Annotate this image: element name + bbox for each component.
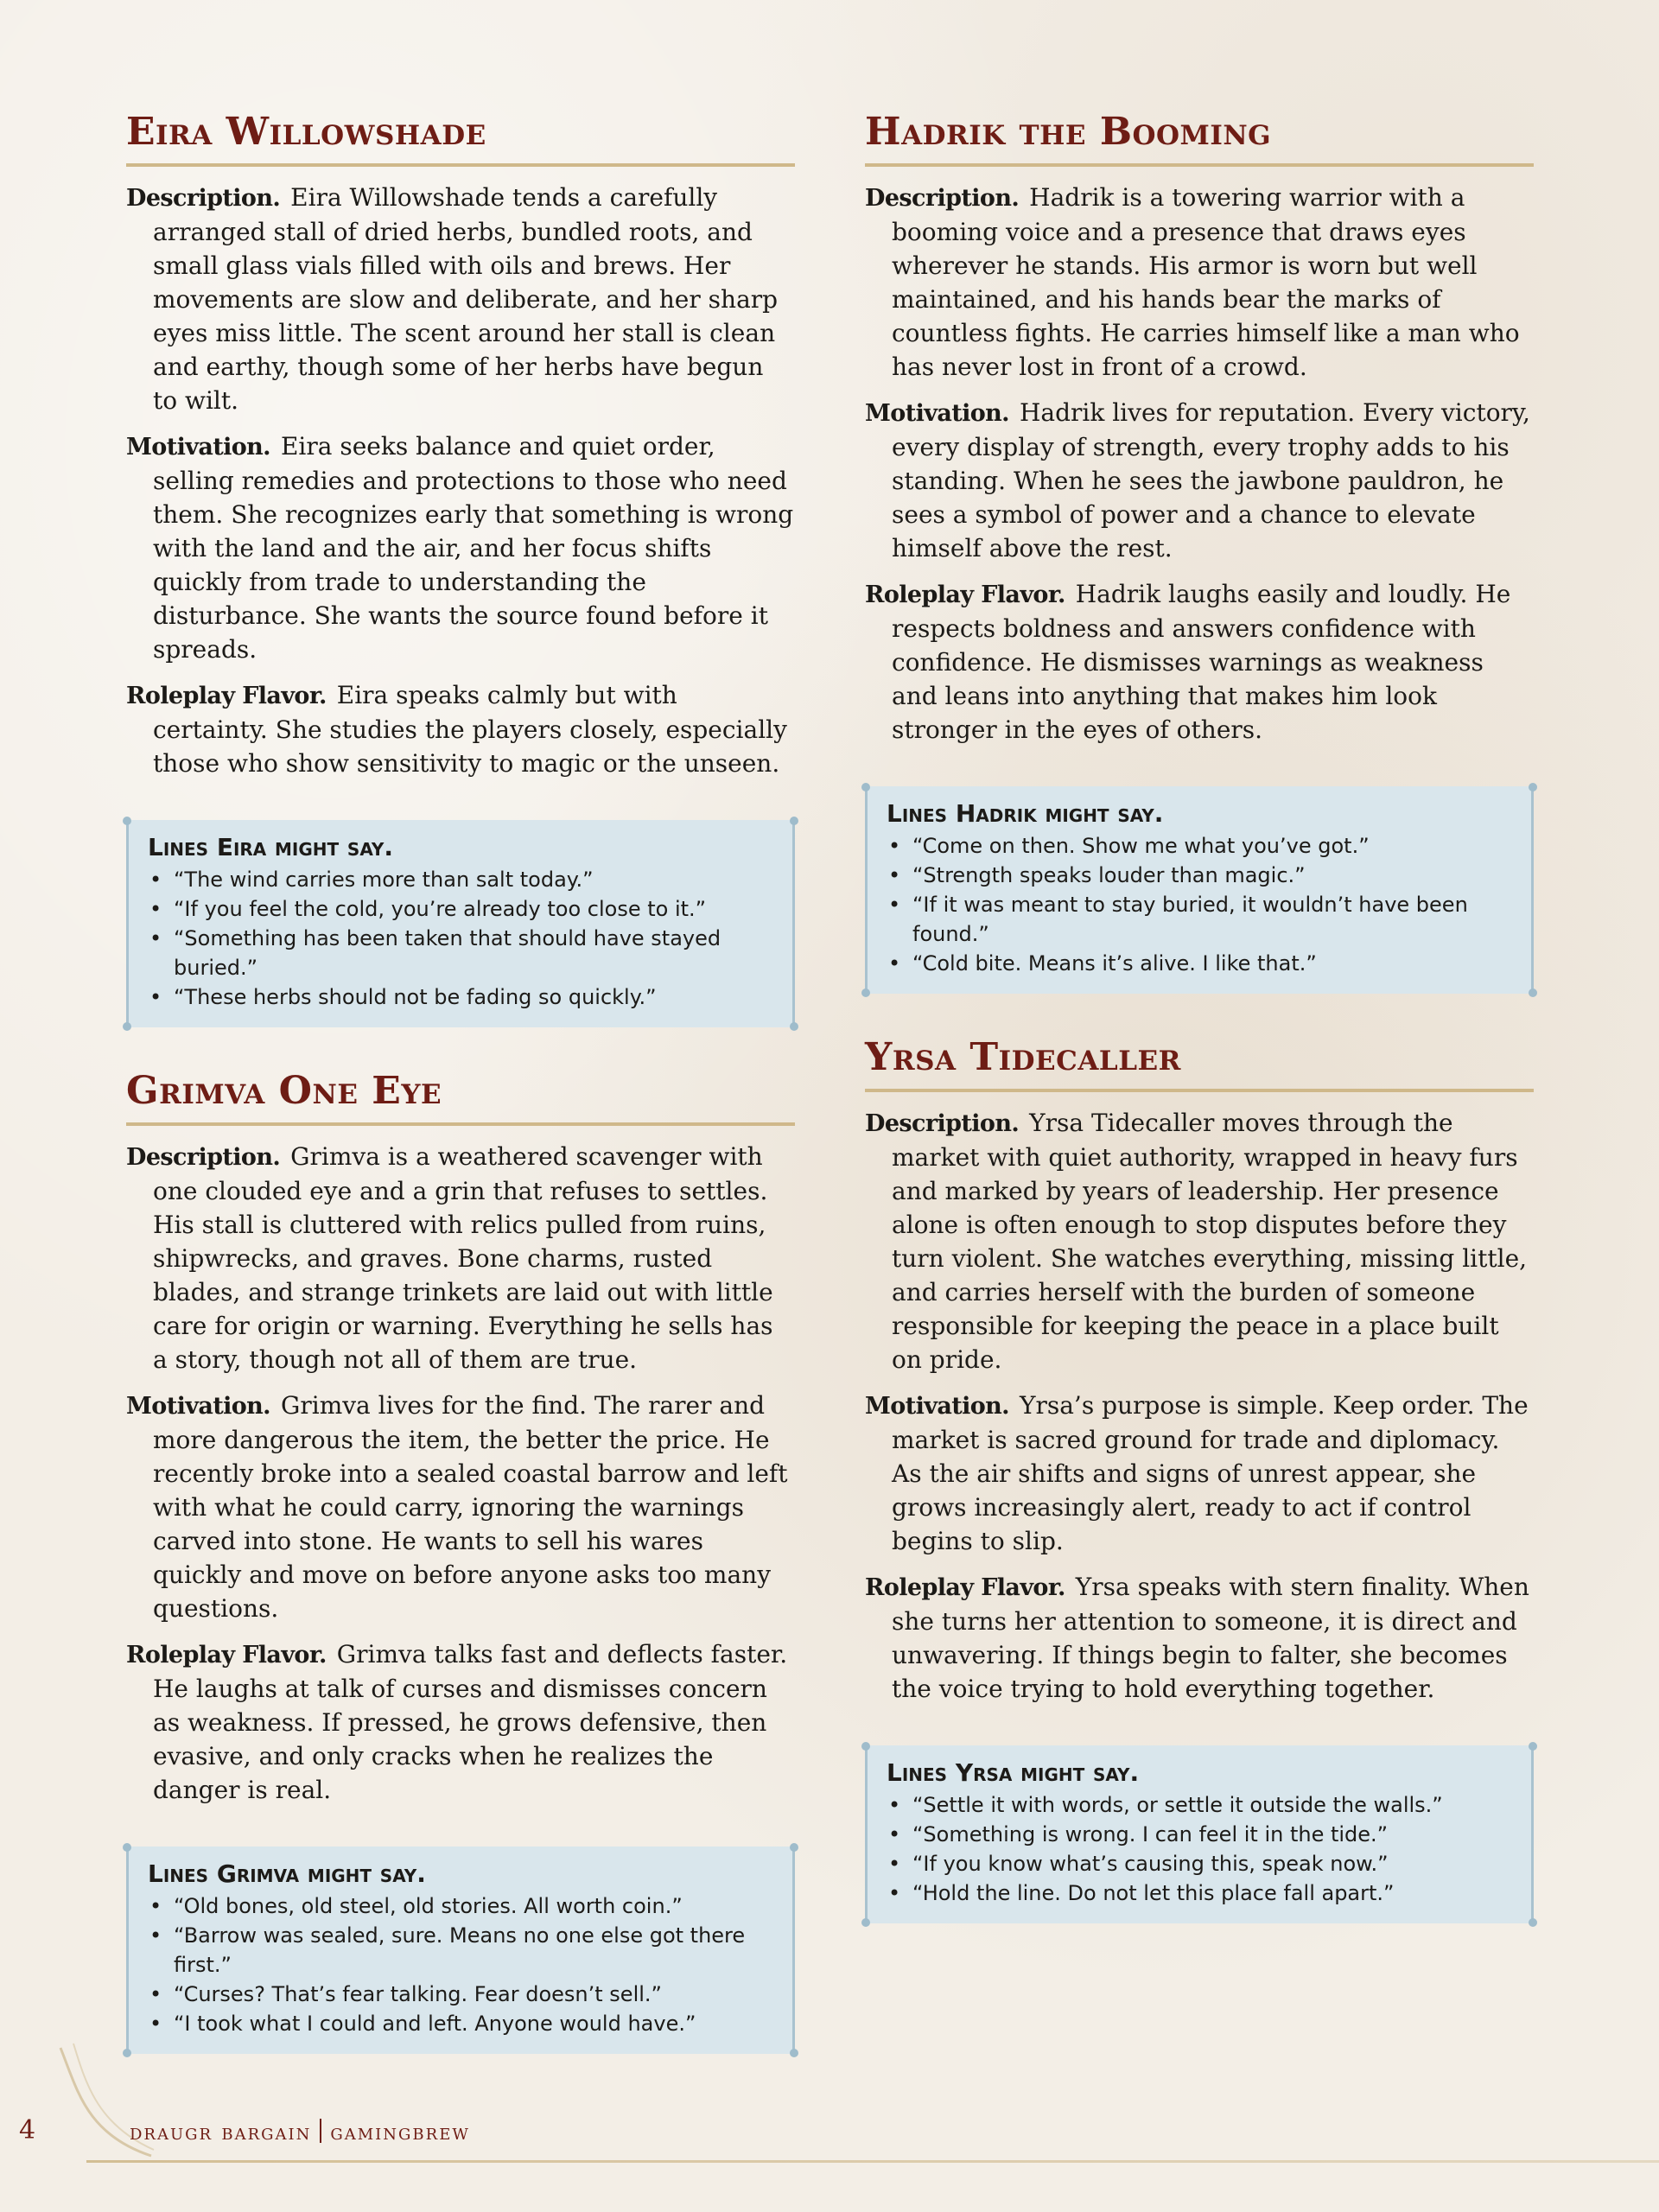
right-column — [865, 108, 1534, 1923]
roleplay-text: Hadrik laughs easily and loudly. He respects boldness and answers confidence with confidence. He dismisses warnings as weakness and leans into anything that makes him look stronger in the eyes of others. — [892, 580, 1511, 744]
motivation-label: Motivation. — [865, 400, 1009, 427]
page-number: 4 — [19, 2115, 36, 2145]
motivation-label: Motivation. — [126, 434, 270, 461]
npc-name: Eira Willowshade — [126, 108, 795, 167]
motivation-paragraph — [865, 1389, 1534, 1558]
footer-title — [130, 2119, 470, 2145]
description-text: Eira Willowshade tends a carefully arranged stall of dried herbs, bundled roots, and small glass vials filled with oils and brews. Her movements are slow and deliberate, and her sharp eyes miss little. The scent around her stall is clean and earthy, though some of her herbs have begun to wilt. — [153, 183, 779, 415]
line-item: • “If you feel the cold, you’re already too close to it.” — [148, 894, 773, 924]
roleplay-label: Roleplay Flavor. — [865, 1574, 1065, 1601]
roleplay-label: Roleplay Flavor. — [126, 683, 327, 709]
line-item: • “Curses? That’s fear talking. Fear doesn’t sell.” — [148, 1980, 773, 2009]
line-item: • “Strength speaks louder than magic.” — [887, 861, 1512, 890]
lines-title: Lines Yrsa might say. — [887, 1758, 1140, 1787]
description-text: Grimva is a weathered scavenger with one clouded eye and a grin that refuses to settles. His stall is cluttered with relics pulled from ruins, shipwrecks, and graves. Bone charms, rusted blades, and strange trinkets are laid out with little care for origin or warning. Everything he sells has a story, though not all of them are true. — [153, 1142, 773, 1374]
description-text: Yrsa Tidecaller moves through the market with quiet authority, wrapped in heavy furs and marked by years of leadership. Her presence alone is often enough to stop disputes before they turn violent. She watches everything, missing little, and carries herself with the burden of someone responsible for keeping the peace in a place built on pride. — [892, 1109, 1528, 1374]
npc-name: Grimva One Eye — [126, 1067, 795, 1126]
lines-list — [148, 1891, 773, 2038]
motivation-text: Hadrik lives for reputation. Every victory, every display of strength, every trophy adds to his standing. When he sees the jawbone pauldron, he sees a symbol of power and a chance to elevate himself above the rest. — [892, 398, 1530, 563]
lines-title: Lines Hadrik might say. — [887, 799, 1164, 828]
roleplay-paragraph — [865, 1570, 1534, 1706]
line-item: • “Something has been taken that should have stayed buried.” — [148, 924, 773, 982]
line-item: • “If you know what’s causing this, speak now.” — [887, 1849, 1512, 1878]
lines-box — [865, 1745, 1534, 1923]
left-column — [126, 108, 795, 2054]
description-label: Description. — [126, 185, 281, 212]
line-item: • “If it was meant to stay buried, it wouldn’t have been found.” — [887, 890, 1512, 949]
lines-list — [887, 1790, 1512, 1908]
motivation-paragraph — [865, 396, 1534, 565]
line-item: • “Something is wrong. I can feel it in the tide.” — [887, 1820, 1512, 1849]
roleplay-paragraph — [865, 577, 1534, 747]
npc-name: Hadrik the Booming — [865, 108, 1534, 167]
description-paragraph — [126, 181, 795, 417]
description-paragraph — [865, 1106, 1534, 1376]
lines-list — [148, 865, 773, 1012]
npc-grimva — [126, 1067, 795, 2054]
motivation-label: Motivation. — [126, 1393, 270, 1420]
motivation-label: Motivation. — [865, 1393, 1009, 1420]
description-paragraph — [865, 181, 1534, 384]
motivation-paragraph — [126, 429, 795, 666]
line-item: • “Settle it with words, or settle it outside the walls.” — [887, 1790, 1512, 1820]
line-item: • “Come on then. Show me what you’ve got.” — [887, 831, 1512, 861]
footer-doc-title: draugr bargain — [130, 2120, 312, 2145]
lines-box — [126, 1847, 795, 2054]
description-text: Hadrik is a towering warrior with a booming voice and a presence that draws eyes wherever he stands. His armor is worn but well maintained, and his hands bear the marks of countless fights. He carries himself like a man who has never lost in front of a crowd. — [892, 183, 1520, 381]
lines-box — [126, 820, 795, 1027]
roleplay-paragraph — [126, 678, 795, 780]
npc-name: Yrsa Tidecaller — [865, 1033, 1534, 1092]
footer-separator — [320, 2119, 321, 2143]
roleplay-paragraph — [126, 1637, 795, 1807]
line-item: • “Cold bite. Means it’s alive. I like that.” — [887, 949, 1512, 978]
roleplay-text: Eira speaks calmly but with certainty. She studies the players closely, especially those who show sensitivity to magic or the unseen. — [153, 681, 787, 778]
motivation-text: Yrsa’s purpose is simple. Keep order. The market is sacred ground for trade and diplomacy. As the air shifts and signs of unrest appear, she grows increasingly alert, ready to act if control begins to slip. — [892, 1391, 1529, 1555]
motivation-paragraph — [126, 1389, 795, 1625]
line-item: • “Barrow was sealed, sure. Means no one else got there first.” — [148, 1921, 773, 1980]
description-label: Description. — [126, 1144, 281, 1171]
roleplay-text: Yrsa speaks with stern finality. When she turns her attention to someone, it is direct and unwavering. If things begin to falter, she becomes the voice trying to hold everything together. — [892, 1573, 1529, 1703]
lines-list — [887, 831, 1512, 978]
line-item: • “I took what I could and left. Anyone would have.” — [148, 2009, 773, 2038]
footer-publisher: gamingbrew — [330, 2120, 470, 2145]
roleplay-text: Grimva talks fast and deflects faster. He laughs at talk of curses and dismisses concern as weakness. If pressed, he grows defensive, then evasive, and only cracks when he realizes the danger is real. — [153, 1640, 788, 1804]
npc-yrsa — [865, 1033, 1534, 1923]
description-label: Description. — [865, 185, 1020, 212]
line-item: • “Hold the line. Do not let this place fall apart.” — [887, 1878, 1512, 1908]
lines-box — [865, 786, 1534, 994]
motivation-text: Grimva lives for the find. The rarer and more dangerous the item, the better the price. He recently broke into a sealed coastal barrow and left with what he could carry, ignoring the warnings carved into stone. He wants to sell his wares quickly and move on before anyone asks too many questions. — [153, 1391, 788, 1623]
line-item: • “These herbs should not be fading so quickly.” — [148, 982, 773, 1012]
line-item: • “Old bones, old steel, old stories. All worth coin.” — [148, 1891, 773, 1921]
npc-hadrik — [865, 108, 1534, 994]
lines-title: Lines Eira might say. — [148, 833, 394, 861]
motivation-text: Eira seeks balance and quiet order, selling remedies and protections to those who need them. She recognizes early that something is wrong with the land and the air, and her focus shifts quickly from trade to understanding the disturbance. She wants the source found before it spreads. — [153, 432, 794, 664]
line-item: • “The wind carries more than salt today.” — [148, 865, 773, 894]
roleplay-label: Roleplay Flavor. — [126, 1642, 327, 1669]
description-paragraph — [126, 1140, 795, 1376]
lines-title: Lines Grimva might say. — [148, 1859, 426, 1888]
roleplay-label: Roleplay Flavor. — [865, 582, 1065, 608]
npc-eira — [126, 108, 795, 1027]
description-label: Description. — [865, 1110, 1020, 1137]
footer-rule — [86, 2160, 1659, 2163]
